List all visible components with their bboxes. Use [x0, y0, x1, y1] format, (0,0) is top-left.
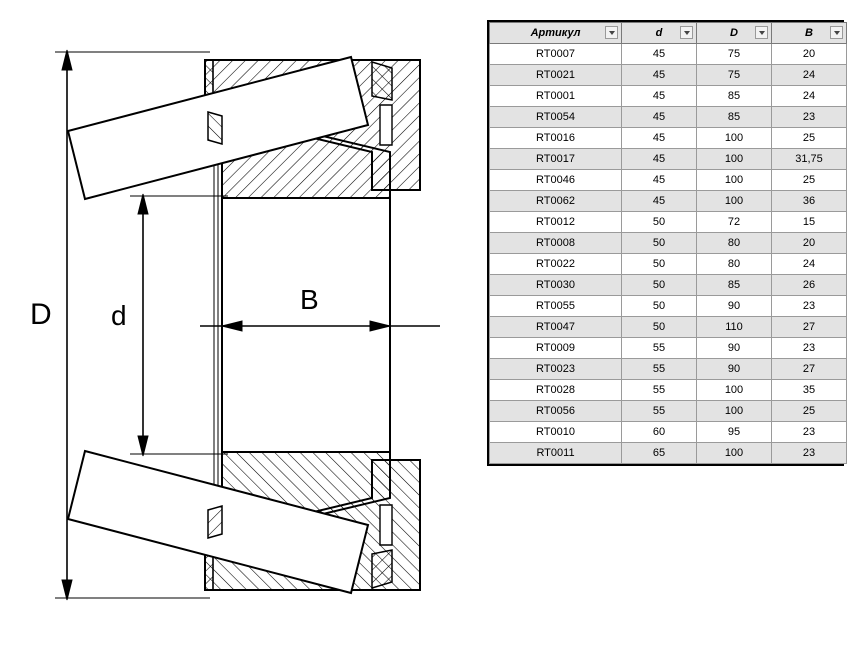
- cell-outer-diameter: 90: [697, 359, 772, 380]
- table-row[interactable]: [490, 359, 847, 380]
- cell-article: RT0046: [490, 170, 622, 191]
- specifications-table-panel: [487, 20, 844, 466]
- filter-dropdown-icon-outer-diameter[interactable]: [755, 26, 768, 39]
- cell-d: 45: [622, 149, 697, 170]
- dimension-label-width: B: [300, 284, 319, 315]
- rib-block-top: [380, 505, 392, 545]
- cell-outer-diameter: 85: [697, 86, 772, 107]
- cell-width: 23: [772, 422, 847, 443]
- cell-outer-diameter: 100: [697, 170, 772, 191]
- table-row[interactable]: [490, 422, 847, 443]
- column-header-width-label: B: [805, 27, 813, 39]
- chevron-down-icon: [609, 31, 615, 35]
- cell-article: RT0007: [490, 44, 622, 65]
- table-row[interactable]: [490, 317, 847, 338]
- cage-tab-bottom-2: [208, 506, 222, 538]
- cell-article: RT0056: [490, 401, 622, 422]
- cell-article: RT0055: [490, 296, 622, 317]
- cell-outer-diameter: 100: [697, 191, 772, 212]
- arrow-d-top: [138, 194, 148, 214]
- rib-block-bottom: [380, 105, 392, 145]
- column-header-width[interactable]: [772, 23, 847, 44]
- cell-article: RT0062: [490, 191, 622, 212]
- cell-outer-diameter: 100: [697, 128, 772, 149]
- cell-d: 45: [622, 128, 697, 149]
- column-header-outer-diameter-label: D: [730, 27, 738, 39]
- cell-width: 27: [772, 317, 847, 338]
- cell-outer-diameter: 95: [697, 422, 772, 443]
- cell-d: 55: [622, 380, 697, 401]
- cell-d: 50: [622, 254, 697, 275]
- cell-d: 55: [622, 338, 697, 359]
- cell-width: 20: [772, 44, 847, 65]
- table-row[interactable]: [490, 443, 847, 464]
- cell-d: 55: [622, 359, 697, 380]
- filter-dropdown-icon-article[interactable]: [605, 26, 618, 39]
- cell-width: 15: [772, 212, 847, 233]
- cell-width: 23: [772, 107, 847, 128]
- cell-d: 50: [622, 212, 697, 233]
- cell-d: 45: [622, 86, 697, 107]
- cell-outer-diameter: 75: [697, 44, 772, 65]
- cell-width: 36: [772, 191, 847, 212]
- cell-article: RT0023: [490, 359, 622, 380]
- arrow-D-bottom: [62, 580, 72, 600]
- cell-width: 23: [772, 338, 847, 359]
- cell-outer-diameter: 100: [697, 380, 772, 401]
- cell-d: 50: [622, 233, 697, 254]
- cell-outer-diameter: 80: [697, 254, 772, 275]
- cell-outer-diameter: 100: [697, 401, 772, 422]
- cell-width: 25: [772, 170, 847, 191]
- cell-width: 24: [772, 65, 847, 86]
- table-row[interactable]: [490, 338, 847, 359]
- cage-tab-top-2: [208, 112, 222, 144]
- cell-article: RT0011: [490, 443, 622, 464]
- arrow-B-right: [370, 321, 390, 331]
- cell-d: 45: [622, 44, 697, 65]
- dimension-label-outer-diameter: D: [30, 298, 52, 331]
- cell-width: 25: [772, 128, 847, 149]
- cell-d: 45: [622, 191, 697, 212]
- cell-d: 50: [622, 296, 697, 317]
- cell-outer-diameter: 85: [697, 107, 772, 128]
- table-row[interactable]: [490, 380, 847, 401]
- cell-outer-diameter: 110: [697, 317, 772, 338]
- cell-article: RT0016: [490, 128, 622, 149]
- table-row[interactable]: [490, 107, 847, 128]
- cell-d: 65: [622, 443, 697, 464]
- cell-article: RT0028: [490, 380, 622, 401]
- cell-outer-diameter: 75: [697, 65, 772, 86]
- cell-article: RT0008: [490, 233, 622, 254]
- cell-outer-diameter: 90: [697, 296, 772, 317]
- cell-article: RT0030: [490, 275, 622, 296]
- table-header-row: [490, 23, 847, 44]
- cell-d: 45: [622, 170, 697, 191]
- column-header-d[interactable]: [622, 23, 697, 44]
- table-row[interactable]: [490, 191, 847, 212]
- arrow-B-left: [222, 321, 242, 331]
- cell-width: 23: [772, 443, 847, 464]
- cell-outer-diameter: 85: [697, 275, 772, 296]
- table-row[interactable]: [490, 212, 847, 233]
- table-row[interactable]: [490, 254, 847, 275]
- chevron-down-icon: [684, 31, 690, 35]
- cell-width: 24: [772, 86, 847, 107]
- cell-outer-diameter: 100: [697, 149, 772, 170]
- dimension-label-inner-diameter: d: [111, 300, 127, 331]
- table-body: [490, 44, 847, 464]
- filter-dropdown-icon-d[interactable]: [680, 26, 693, 39]
- cell-width: 26: [772, 275, 847, 296]
- cell-article: RT0021: [490, 65, 622, 86]
- table-row[interactable]: [490, 149, 847, 170]
- table-row[interactable]: [490, 233, 847, 254]
- chevron-down-icon: [759, 31, 765, 35]
- cell-width: 23: [772, 296, 847, 317]
- table-row[interactable]: [490, 170, 847, 191]
- table-row[interactable]: [490, 275, 847, 296]
- arrow-d-bottom: [138, 436, 148, 456]
- cell-d: 45: [622, 107, 697, 128]
- table-row[interactable]: [490, 296, 847, 317]
- cell-article: RT0010: [490, 422, 622, 443]
- cell-article: RT0017: [490, 149, 622, 170]
- table-header: [490, 23, 847, 44]
- cell-article: RT0022: [490, 254, 622, 275]
- cell-article: RT0047: [490, 317, 622, 338]
- cage-tab-bottom-1: [372, 550, 392, 588]
- cell-outer-diameter: 72: [697, 212, 772, 233]
- chevron-down-icon: [834, 31, 840, 35]
- cell-width: 27: [772, 359, 847, 380]
- cell-width: 31,75: [772, 149, 847, 170]
- cage-tab-top-1: [372, 62, 392, 100]
- specifications-table: [489, 22, 847, 464]
- cell-d: 50: [622, 275, 697, 296]
- cell-article: RT0012: [490, 212, 622, 233]
- cell-d: 55: [622, 401, 697, 422]
- cell-outer-diameter: 100: [697, 443, 772, 464]
- cell-article: RT0009: [490, 338, 622, 359]
- column-header-outer-diameter[interactable]: [697, 23, 772, 44]
- cell-width: 35: [772, 380, 847, 401]
- cell-d: 60: [622, 422, 697, 443]
- cell-width: 25: [772, 401, 847, 422]
- cell-article: RT0054: [490, 107, 622, 128]
- arrow-D-top: [62, 50, 72, 70]
- table-row[interactable]: [490, 86, 847, 107]
- table-row[interactable]: [490, 44, 847, 65]
- cell-width: 20: [772, 233, 847, 254]
- table-row[interactable]: [490, 128, 847, 149]
- table-row[interactable]: [490, 401, 847, 422]
- cell-outer-diameter: 90: [697, 338, 772, 359]
- table-row[interactable]: [490, 65, 847, 86]
- filter-dropdown-icon-width[interactable]: [830, 26, 843, 39]
- column-header-article[interactable]: [490, 23, 622, 44]
- column-header-article-label: Артикул: [530, 27, 581, 39]
- cell-article: RT0001: [490, 86, 622, 107]
- cell-d: 50: [622, 317, 697, 338]
- cell-width: 24: [772, 254, 847, 275]
- column-header-d-label: d: [655, 27, 663, 39]
- cell-outer-diameter: 80: [697, 233, 772, 254]
- cell-d: 45: [622, 65, 697, 86]
